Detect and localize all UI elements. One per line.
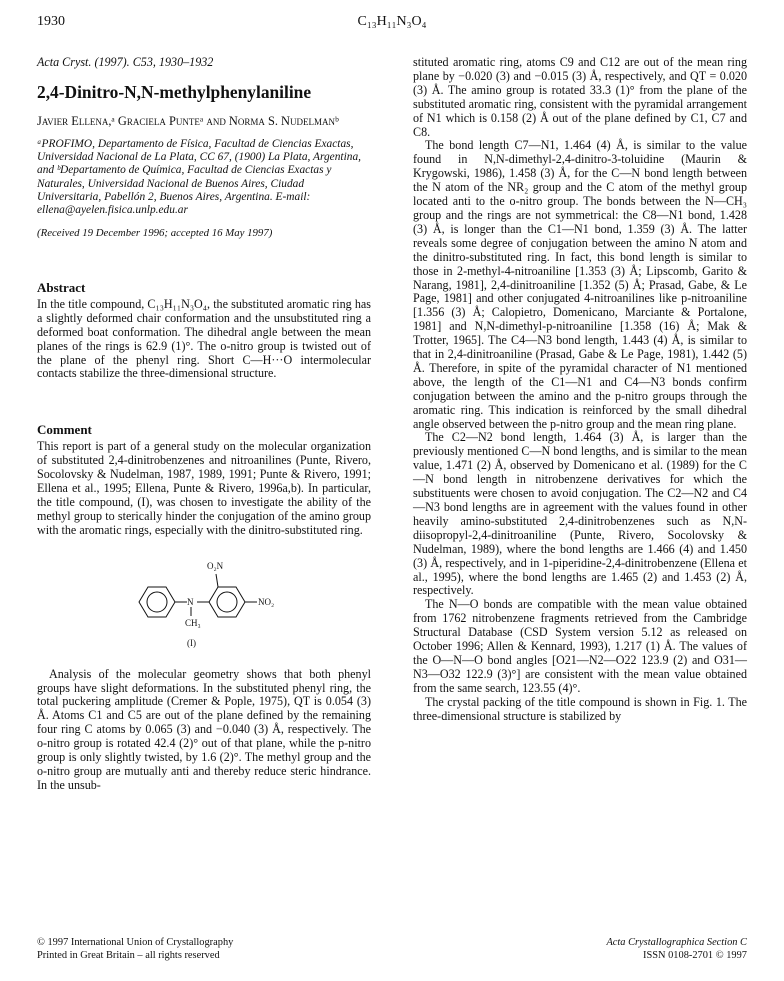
right-paragraph-1: stituted aromatic ring, atoms C9 and C12 are out of the mean ring plane by −0.020 (3) and −0.015 (3) Å, respectively, and QT = 0.020 (3) Å. The amino group is rotated 33.3 (1)° from the plane of the substituted aromatic ring, consistent with the pyramidal arrangement of N1 which is 0.158 (2) Å out of the plane defined by C1, C7 and C8. [413,55,747,139]
journal-reference: Acta Cryst. (1997). C53, 1930–1932 [37,55,214,69]
affiliation: ᵃPROFIMO, Departamento de Física, Facultad de Ciencias Exactas, Universidad Nacional de La Plata, CC 67, (1900) La Plata, Argentina, and ᵇDepartamento de Química, Facultad de Ciencias Exactas y Naturales, Universidad Nacional de Buenos Aires, Ciudad Universitaria, Pabellón 2, Buenos Aires, Argentina. E-mail: ellena@ayelen.fisica.unlp.edu.ar [37,137,361,216]
left-column [37,56,371,793]
abstract-text: In the title compound, C₁₃H₁₁N₃O₄, the substituted aromatic ring has a slightly deformed chair conformation and the unsubstituted ring a deformed boat conformation. The dihedral angle between the mean planes of the rings is 62.9 (1)°. The o-nitro group is twisted out of the plane of the phenyl ring. Short C—H···O intermolecular contacts stabilize the three-dimensional structure. [37,296,371,381]
methyl-label: CH₃ [185,617,201,628]
chemical-scheme [37,550,371,654]
abstract-heading: Abstract [37,280,86,296]
right-paragraph-2: The bond length C7—N1, 1.464 (4) Å, is similar to the value found in N,N-dimethyl-2,4-dinitro-3-toluidine (Maurin & Krygowski, 1986), 1.458 (3) Å, for the C—N bond length between the N atom of the NR₂ group and the C atom of the methyl group located anti to the o-nitro group. The bonds between the N—CH₃ group and the rings are not symmetrical: the C8—N1 bond, 1.428 (3) Å, is longer than the C1—N1 bond, 1.359 (3) Å. The latter reveals some degree of conjugation between the amino N atom and the dinitro-substituted ring. In fact, this bond length is similar to those in 2-methyl-4-nitroaniline [1.353 (3) Å; Lipscomb, Garito & Narang, 1981], 2,4-dinitroaniline [1.352 (5) Å; Prasad, Gabe, & Le Page, 1981] and other conjugated 4-nitroanilines like p-nitroaniline [1.356 (3) Å; Calopietro, Domenicano, Marciante & Portalone, 1981] and N,N-dimethyl-p-nitroaniline [1.358 (16) Å; Mak & Trotter, 1965]. The C4—N3 bond length, 1.443 (4) Å, is similar to that in 2,4-dinitroaniline (Prasad, Gabe & Le Page, 1981), 1.442 (5) Å. Therefore, in spite of the pyramidal character of N1 mentioned above, the length of the C1—N1 and C4—N3 bonds confirm conjugation between the amino and the p-nitro groups through the aromatic ring. This indication is reinforced by the small dihedral angle observed between the p-nitro group and the mean ring plane. [413,138,747,431]
dinitrophenyl-ring-circle [217,592,237,612]
journal-name: Acta Crystallographica Section C [606,937,747,948]
right-paragraph-5: The crystal packing of the title compound is shown in Fig. 1. The three-dimensional structure is stabilized by [413,694,747,723]
bond-o-nitro [216,574,218,587]
right-paragraph-4: The N—O bonds are compatible with the mean value obtained from 1762 nitrobenzene fragments retrieved from the Cambridge Structural Database (CSD System version 5.12 as released on October 1996; Allen & Kennard, 1993), 1.217 (1) Å. The values of the O—N—O bond angles [O21—N2—O22 123.9 (2) and O31—N3—O32 122.9 (3)°] are consistent with the mean value obtained from the same search, 123.55 (4)°. [413,597,747,695]
comment-paragraph-2: Analysis of the molecular geometry shows that both phenyl groups have slight deformations. In the substituted phenyl ring, the total puckering amplitude (Cremer & Pople, 1975), QT is 0.054 (3) Å. Atoms C1 and C5 are out of the plane defined by the remaining four ring C atoms by 0.065 (3) and −0.040 (3) Å, respectively. The o-nitro group is rotated 42.4 (2)° out of that plane, while the p-nitro group is only slightly twisted, by 1.6 (2)°. The methyl group and the o-nitro group are mutually anti and thereby reduce steric hindrance. In the unsub- [37,666,371,792]
footer-left [37,937,367,962]
p-nitro-label: NO₂ [258,596,275,607]
running-head-formula: C₁₃H₁₁N₃O₄ [357,14,427,29]
page-number: 1930 [37,14,65,29]
compound-label: (I) [187,637,196,648]
footer-right [420,937,747,962]
copyright-line: © 1997 International Union of Crystallography [37,937,234,948]
amine-n-label: N [187,596,194,607]
issn: ISSN 0108-2701 © 1997 [642,949,747,961]
right-paragraph-3: The C2—N2 bond length, 1.464 (3) Å, is larger than the previously mentioned C—N bond lengths, and is similar to the mean value, 1.471 (2) Å, observed by Domenicano et al. (1989) for the C—N bond length in nitrobenzene derivatives for which the substituents were chosen to avoid conjugation. The C2—N2 and C4—N3 bond lengths are in agreement with the values found in other heavily amino-substituted 2,4-dinitrobenzenes such as N,N-diisopropyl-2,4-dinitroaniline (Punte, Rivero, Socolovsky & Nudelman, 1989), where the bond lengths are 1.466 (4) and 1.450 (3) Å, respectively, and in 1-piperidine-2,4-dinitrobenzene (Ellena et al., 1995), where the bond lengths are 1.465 (2) and 1.453 (2) Å, respectively. [413,430,747,598]
authors: Javier Ellena,ᵃ Graciela Punteᵃ and Norma S. Nudelmanᵇ [37,113,339,128]
article-title: 2,4-Dinitro-N,N-methylphenylaniline [37,81,312,102]
structure-diagram [37,550,371,654]
received-dates: (Received 19 December 1996; accepted 16 May 1997) [37,227,273,240]
comment-heading: Comment [37,422,92,438]
phenyl-ring-circle [147,592,167,612]
comment-paragraph-1: This report is part of a general study on the molecular organization of substituted 2,4-dinitrobenzenes and nitroanilines (Punte, Rivero, Socolovsky & Nudelman, 1987, 1989, 1991; Punte & Rivero, 1991; Ellena et al., 1995; Ellena, Punte & Rivero, 1996a,b). In particular, the title compound, (I), was chosen to investigate the ability of the methyl group to sterically hinder the conjugation of the amino group with the aromatic rings, especially with the dinitro-substituted ring. [37,439,371,537]
right-column [413,56,747,724]
o-nitro-label: O₂N [207,560,224,571]
printed-line: Printed in Great Britain – all rights reserved [37,949,220,961]
